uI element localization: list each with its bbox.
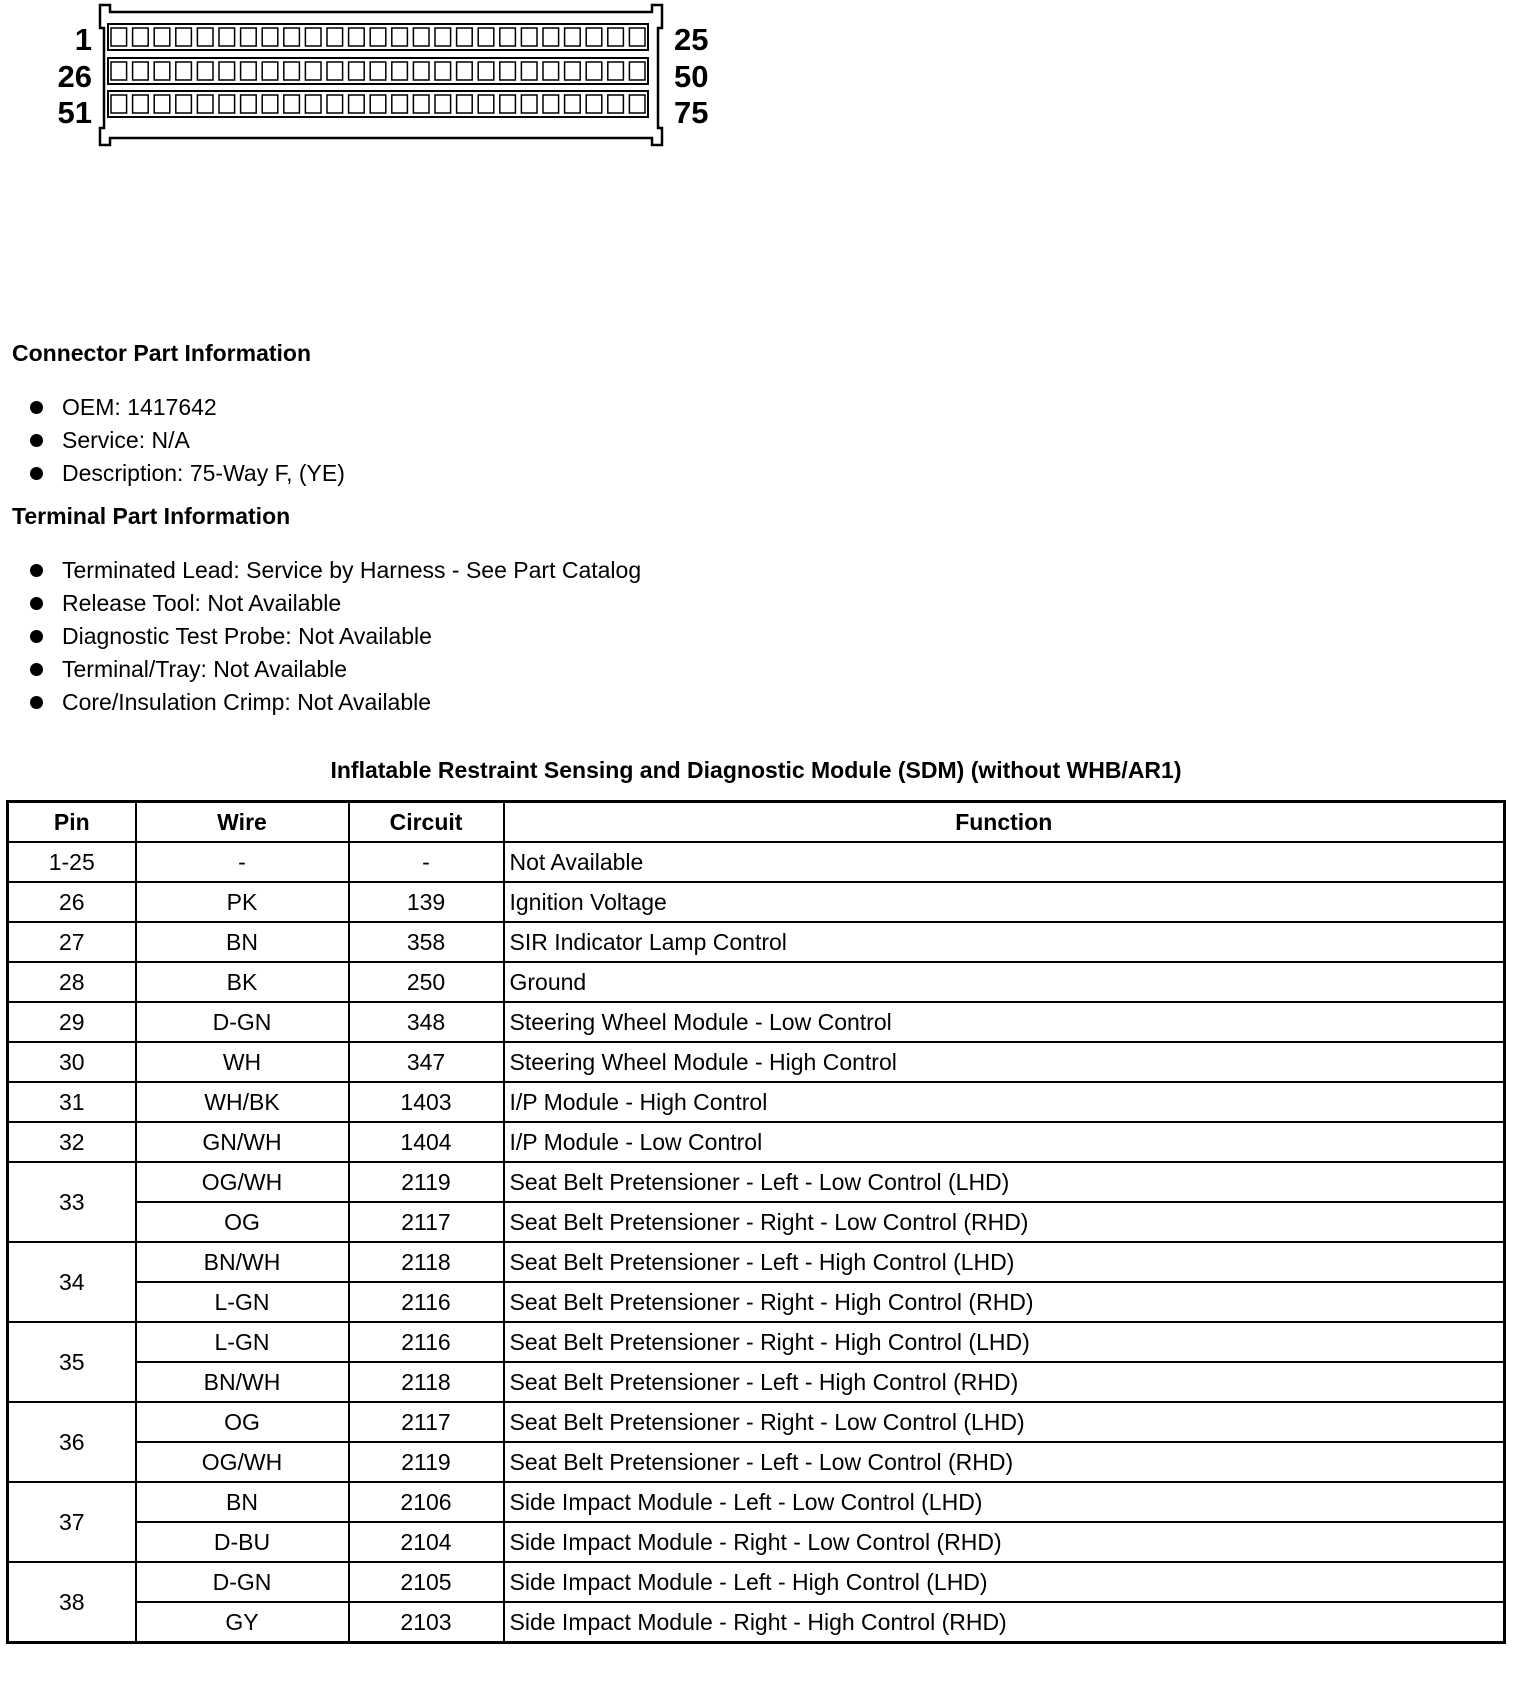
cell-function: Seat Belt Pretensioner - Right - Low Control (RHD)	[504, 1202, 1505, 1242]
cell-function: Ignition Voltage	[504, 882, 1505, 922]
cell-wire: D-GN	[136, 1002, 349, 1042]
cell-wire: OG/WH	[136, 1442, 349, 1482]
pin-label-50: 50	[674, 59, 709, 94]
cell-function: Steering Wheel Module - High Control	[504, 1042, 1505, 1082]
pin-cavity	[176, 95, 192, 113]
table-row	[8, 1402, 1505, 1442]
list-item-text: Terminated Lead: Service by Harness - See Part Catalog	[62, 557, 642, 583]
pin-cavity	[543, 62, 559, 80]
cell-wire: -	[136, 842, 349, 882]
cell-function: Seat Belt Pretensioner - Left - Low Control (LHD)	[504, 1162, 1505, 1202]
table-caption: Inflatable Restraint Sensing and Diagnostic Module (SDM) (without WHB/AR1)	[330, 757, 1182, 783]
pin-cavity	[478, 62, 494, 80]
pin-cavity	[629, 95, 645, 113]
pin-cavity	[327, 28, 343, 46]
pin-cavity	[413, 95, 429, 113]
pin-cavity	[478, 28, 494, 46]
table-row	[8, 842, 1505, 882]
bullet-icon	[30, 597, 43, 610]
table-row	[8, 1122, 1505, 1162]
cell-circuit: 358	[349, 922, 504, 962]
pin-cavity	[219, 62, 235, 80]
pin-cavity	[176, 62, 192, 80]
cell-pin: 38	[8, 1562, 136, 1643]
list-item	[30, 391, 345, 424]
pin-cavity	[392, 95, 408, 113]
pin-cavity	[349, 28, 365, 46]
pin-cavity	[629, 28, 645, 46]
cell-circuit: 2119	[349, 1162, 504, 1202]
pin-cavity	[586, 28, 602, 46]
pin-cavity	[457, 62, 473, 80]
pin-cavity	[284, 62, 300, 80]
cell-pin: 34	[8, 1242, 136, 1322]
pin-label-51: 51	[57, 95, 92, 130]
cell-circuit: 347	[349, 1042, 504, 1082]
pin-cavity	[111, 95, 127, 113]
cell-wire: BN/WH	[136, 1242, 349, 1282]
cell-function: Seat Belt Pretensioner - Left - High Control (RHD)	[504, 1362, 1505, 1402]
pin-cavity	[133, 62, 149, 80]
cell-wire: PK	[136, 882, 349, 922]
table-row	[8, 1322, 1505, 1362]
pin-cavity	[154, 95, 170, 113]
header-pin: Pin	[8, 802, 136, 843]
bullet-icon	[30, 467, 43, 480]
table-header-row	[8, 802, 1505, 843]
terminal-info-heading: Terminal Part Information	[12, 503, 291, 529]
pin-cavity	[219, 28, 235, 46]
pin-cavity	[154, 28, 170, 46]
cell-pin: 31	[8, 1082, 136, 1122]
pin-cavity	[133, 28, 149, 46]
table-row	[8, 1082, 1505, 1122]
bullet-icon	[30, 696, 43, 709]
pin-cavity	[262, 62, 278, 80]
pin-label-1: 1	[74, 22, 92, 57]
pin-cavity	[241, 28, 257, 46]
cell-wire: BN/WH	[136, 1362, 349, 1402]
pin-cavity	[608, 62, 624, 80]
cell-circuit: 2116	[349, 1322, 504, 1362]
pin-cavity	[305, 95, 321, 113]
pin-cavity	[370, 62, 386, 80]
list-item	[30, 554, 641, 587]
bullet-icon	[30, 434, 43, 447]
cell-circuit: 2118	[349, 1242, 504, 1282]
header-circuit: Circuit	[349, 802, 504, 843]
pin-cavity	[327, 62, 343, 80]
cell-function: Seat Belt Pretensioner - Left - Low Control (RHD)	[504, 1442, 1505, 1482]
cell-pin: 36	[8, 1402, 136, 1482]
pin-cavity	[521, 62, 537, 80]
pin-cavity	[608, 28, 624, 46]
cell-function: Side Impact Module - Left - Low Control (LHD)	[504, 1482, 1505, 1522]
cell-pin: 28	[8, 962, 136, 1002]
pin-cavity	[197, 95, 213, 113]
cell-circuit: 2117	[349, 1202, 504, 1242]
cell-circuit: 1404	[349, 1122, 504, 1162]
table-row	[8, 1042, 1505, 1082]
table-row	[8, 1242, 1505, 1282]
pin-cavity	[370, 95, 386, 113]
pin-cavity	[435, 95, 451, 113]
connector-info-list	[30, 391, 345, 490]
table-row	[8, 1442, 1505, 1482]
pin-label-75: 75	[674, 95, 709, 130]
cell-circuit: 2116	[349, 1282, 504, 1322]
pin-cavity	[392, 62, 408, 80]
list-item	[30, 686, 641, 719]
pin-cavity	[500, 95, 516, 113]
pin-cavity	[111, 62, 127, 80]
pin-cavity	[413, 62, 429, 80]
cell-wire: D-BU	[136, 1522, 349, 1562]
cell-function: Seat Belt Pretensioner - Right - High Control (RHD)	[504, 1282, 1505, 1322]
table-row	[8, 1522, 1505, 1562]
pin-cavity	[478, 95, 494, 113]
table-row	[8, 882, 1505, 922]
bullet-icon	[30, 401, 43, 414]
pin-cavity	[241, 62, 257, 80]
table-row	[8, 1362, 1505, 1402]
list-item	[30, 653, 641, 686]
cell-wire: OG/WH	[136, 1162, 349, 1202]
terminal-info-list	[30, 554, 641, 719]
table-row	[8, 1602, 1505, 1643]
cell-pin: 33	[8, 1162, 136, 1242]
pin-cavity	[500, 28, 516, 46]
cell-wire: L-GN	[136, 1282, 349, 1322]
pinout-table	[6, 800, 1506, 1644]
pin-cavity	[565, 62, 581, 80]
cell-pin: 27	[8, 922, 136, 962]
table-row	[8, 1562, 1505, 1602]
pin-cavity	[349, 95, 365, 113]
cell-wire: OG	[136, 1402, 349, 1442]
cell-circuit: 2119	[349, 1442, 504, 1482]
cell-function: SIR Indicator Lamp Control	[504, 922, 1505, 962]
list-item	[30, 587, 641, 620]
cell-circuit: 348	[349, 1002, 504, 1042]
connector-outline	[40, 0, 740, 160]
table-row	[8, 962, 1505, 1002]
list-item-text: Diagnostic Test Probe: Not Available	[62, 623, 432, 649]
connector-diagram	[40, 0, 740, 160]
pin-cavity	[586, 95, 602, 113]
pin-cavity	[521, 95, 537, 113]
pin-cavity	[629, 62, 645, 80]
pin-cavity	[435, 28, 451, 46]
connector-info-heading: Connector Part Information	[12, 340, 312, 366]
pin-cavity	[154, 62, 170, 80]
cell-wire: BN	[136, 922, 349, 962]
cell-function: Side Impact Module - Right - Low Control (RHD)	[504, 1522, 1505, 1562]
pin-label-26: 26	[57, 59, 92, 94]
pin-cavity	[349, 62, 365, 80]
pin-cavity	[457, 28, 473, 46]
pin-label-25: 25	[674, 22, 709, 57]
cell-circuit: 2104	[349, 1522, 504, 1562]
pin-cavity	[262, 28, 278, 46]
cell-wire: GN/WH	[136, 1122, 349, 1162]
pin-cavity	[370, 28, 386, 46]
pin-cavity	[111, 28, 127, 46]
table-row	[8, 1002, 1505, 1042]
table-body	[8, 842, 1505, 1643]
cell-circuit: 2106	[349, 1482, 504, 1522]
pin-cavity	[176, 28, 192, 46]
cell-function: Seat Belt Pretensioner - Right - High Control (LHD)	[504, 1322, 1505, 1362]
list-item-text: OEM: 1417642	[62, 394, 217, 420]
table-row	[8, 1482, 1505, 1522]
cell-wire: BN	[136, 1482, 349, 1522]
header-function: Function	[504, 802, 1505, 843]
cell-function: Not Available	[504, 842, 1505, 882]
pin-cavity	[435, 62, 451, 80]
pin-cavity	[521, 28, 537, 46]
cell-wire: L-GN	[136, 1322, 349, 1362]
pin-cavity	[305, 28, 321, 46]
list-item-text: Terminal/Tray: Not Available	[62, 656, 348, 682]
cell-pin: 30	[8, 1042, 136, 1082]
pin-cavity	[543, 95, 559, 113]
pin-cavity	[565, 95, 581, 113]
pin-cavity	[543, 28, 559, 46]
list-item	[30, 457, 345, 490]
pin-cavity	[500, 62, 516, 80]
cell-function: Steering Wheel Module - Low Control	[504, 1002, 1505, 1042]
cell-pin: 37	[8, 1482, 136, 1562]
pin-cavity	[284, 28, 300, 46]
table-row	[8, 1162, 1505, 1202]
cell-function: Side Impact Module - Left - High Control (LHD)	[504, 1562, 1505, 1602]
pin-cavity	[608, 95, 624, 113]
cell-pin: 29	[8, 1002, 136, 1042]
pin-cavity	[327, 95, 343, 113]
pin-cavity	[565, 28, 581, 46]
cell-pin: 1-25	[8, 842, 136, 882]
pin-cavity	[284, 95, 300, 113]
cell-circuit: 2103	[349, 1602, 504, 1643]
list-item	[30, 620, 641, 653]
bullet-icon	[30, 564, 43, 577]
pin-cavity	[197, 28, 213, 46]
table-row	[8, 1202, 1505, 1242]
pin-cavity	[133, 95, 149, 113]
pin-cavity	[392, 28, 408, 46]
bullet-icon	[30, 663, 43, 676]
list-item-text: Core/Insulation Crimp: Not Available	[62, 689, 432, 715]
pin-cavity	[197, 62, 213, 80]
cell-wire: WH/BK	[136, 1082, 349, 1122]
cell-circuit: 139	[349, 882, 504, 922]
list-item-text: Release Tool: Not Available	[62, 590, 342, 616]
pin-cavity	[586, 62, 602, 80]
cell-function: Seat Belt Pretensioner - Left - High Control (LHD)	[504, 1242, 1505, 1282]
cell-circuit: 1403	[349, 1082, 504, 1122]
cell-wire: OG	[136, 1202, 349, 1242]
cell-circuit: -	[349, 842, 504, 882]
pin-cavity	[219, 95, 235, 113]
cell-circuit: 2105	[349, 1562, 504, 1602]
cell-function: Seat Belt Pretensioner - Right - Low Control (LHD)	[504, 1402, 1505, 1442]
cell-wire: GY	[136, 1602, 349, 1643]
table-row	[8, 1282, 1505, 1322]
list-item-text: Description: 75-Way F, (YE)	[62, 460, 345, 486]
cell-pin: 32	[8, 1122, 136, 1162]
cell-function: Ground	[504, 962, 1505, 1002]
cell-pin: 26	[8, 882, 136, 922]
header-wire: Wire	[136, 802, 349, 843]
cell-circuit: 2117	[349, 1402, 504, 1442]
cell-wire: BK	[136, 962, 349, 1002]
cell-function: Side Impact Module - Right - High Control (RHD)	[504, 1602, 1505, 1643]
cell-circuit: 250	[349, 962, 504, 1002]
bullet-icon	[30, 630, 43, 643]
cell-wire: D-GN	[136, 1562, 349, 1602]
pin-cavity	[457, 95, 473, 113]
pin-cavity	[305, 62, 321, 80]
cell-function: I/P Module - Low Control	[504, 1122, 1505, 1162]
list-item	[30, 424, 345, 457]
pin-cavity	[241, 95, 257, 113]
cell-circuit: 2118	[349, 1362, 504, 1402]
cell-wire: WH	[136, 1042, 349, 1082]
cell-function: I/P Module - High Control	[504, 1082, 1505, 1122]
pin-cavity	[262, 95, 278, 113]
list-item-text: Service: N/A	[62, 427, 190, 453]
cell-pin: 35	[8, 1322, 136, 1402]
table-row	[8, 922, 1505, 962]
pin-cavity	[413, 28, 429, 46]
